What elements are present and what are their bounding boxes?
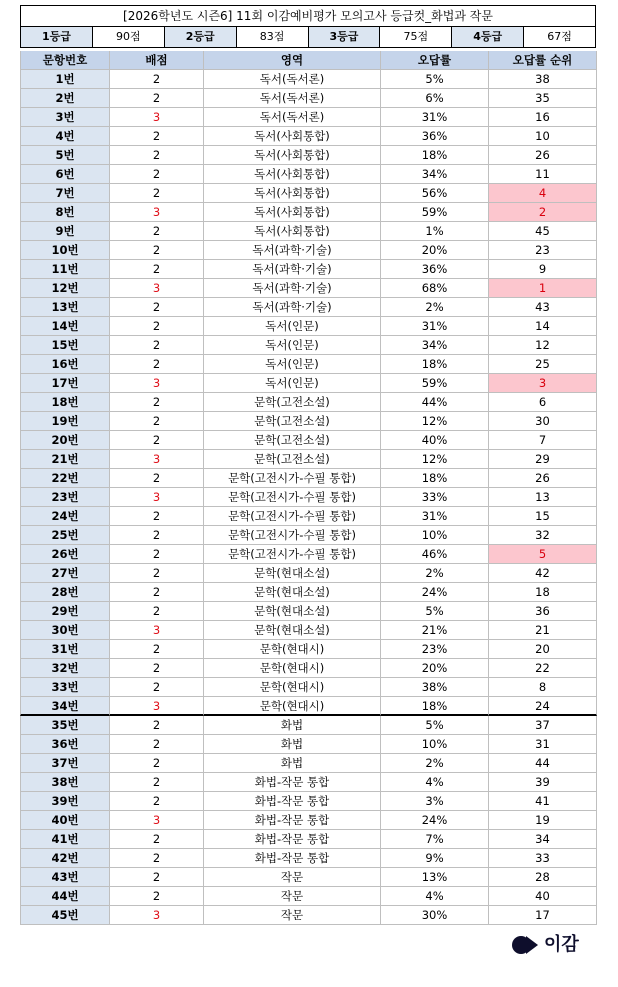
question-number: 9번 — [20, 222, 110, 241]
score-value: 2 — [110, 602, 204, 621]
score-value: 2 — [110, 412, 204, 431]
score-value: 2 — [110, 260, 204, 279]
error-rank: 24 — [489, 697, 597, 716]
error-rate: 24% — [381, 811, 489, 830]
score-value: 2 — [110, 241, 204, 260]
error-rank: 26 — [489, 469, 597, 488]
table-row — [20, 260, 597, 279]
score-value: 2 — [110, 849, 204, 868]
area-label: 문학(현대소설) — [204, 621, 381, 640]
question-number: 27번 — [20, 564, 110, 583]
error-rate: 23% — [381, 640, 489, 659]
grade-label: 1등급 — [21, 27, 93, 47]
area-label: 독서(독서론) — [204, 89, 381, 108]
question-number: 24번 — [20, 507, 110, 526]
table-row — [20, 374, 597, 393]
error-rank: 34 — [489, 830, 597, 849]
score-value: 2 — [110, 70, 204, 89]
score-value: 3 — [110, 108, 204, 127]
area-label: 화법 — [204, 735, 381, 754]
error-rank: 29 — [489, 450, 597, 469]
grade-cut-value: 67점 — [547, 30, 572, 43]
score-value: 2 — [110, 735, 204, 754]
error-rank: 36 — [489, 602, 597, 621]
area-label: 문학(고전시가-수필 통합) — [204, 526, 381, 545]
table-row — [20, 583, 597, 602]
question-number: 8번 — [20, 203, 110, 222]
score-value: 3 — [110, 488, 204, 507]
score-value: 2 — [110, 146, 204, 165]
error-rate: 46% — [381, 545, 489, 564]
score-value: 2 — [110, 222, 204, 241]
table-row — [20, 393, 597, 412]
question-number: 2번 — [20, 89, 110, 108]
score-value: 2 — [110, 127, 204, 146]
question-number: 38번 — [20, 773, 110, 792]
error-rank: 15 — [489, 507, 597, 526]
error-rate: 44% — [381, 393, 489, 412]
table-row — [20, 792, 597, 811]
error-rate: 18% — [381, 697, 489, 716]
score-value: 2 — [110, 564, 204, 583]
score-value: 3 — [110, 374, 204, 393]
table-row — [20, 507, 597, 526]
area-label: 문학(고전소설) — [204, 450, 381, 469]
error-rank: 45 — [489, 222, 597, 241]
score-value: 3 — [110, 450, 204, 469]
table-row — [20, 773, 597, 792]
area-label: 문학(현대시) — [204, 659, 381, 678]
score-value: 2 — [110, 165, 204, 184]
score-value: 2 — [110, 298, 204, 317]
table-row — [20, 108, 597, 127]
grade-cut-value: 90점 — [93, 27, 165, 47]
table-row — [20, 659, 597, 678]
error-rank: 6 — [489, 393, 597, 412]
score-value: 2 — [110, 507, 204, 526]
column-header: 오답률 순위 — [489, 51, 597, 70]
error-rank: 40 — [489, 887, 597, 906]
grade-label: 2등급 — [165, 27, 237, 47]
error-rank: 33 — [489, 849, 597, 868]
table-header-row — [20, 51, 597, 70]
error-rate: 18% — [381, 355, 489, 374]
table-row — [20, 279, 597, 298]
score-value: 2 — [110, 317, 204, 336]
score-value: 2 — [110, 868, 204, 887]
area-label: 문학(현대시) — [204, 640, 381, 659]
area-label: 독서(인문) — [204, 355, 381, 374]
error-rank: 43 — [489, 298, 597, 317]
area-label: 독서(사회통합) — [204, 184, 381, 203]
area-label: 독서(독서론) — [204, 108, 381, 127]
table-row — [20, 184, 597, 203]
question-number: 22번 — [20, 469, 110, 488]
error-rank: 42 — [489, 564, 597, 583]
error-rank: 41 — [489, 792, 597, 811]
area-label: 독서(인문) — [204, 336, 381, 355]
table-row — [20, 203, 597, 222]
score-value: 2 — [110, 583, 204, 602]
error-rate: 21% — [381, 621, 489, 640]
score-value: 2 — [110, 659, 204, 678]
error-rate: 18% — [381, 469, 489, 488]
area-label: 문학(고전소설) — [204, 431, 381, 450]
error-rank: 31 — [489, 735, 597, 754]
table-row — [20, 887, 597, 906]
error-rank: 18 — [489, 583, 597, 602]
table-row — [20, 355, 597, 374]
score-value: 2 — [110, 773, 204, 792]
question-number: 37번 — [20, 754, 110, 773]
question-number: 15번 — [20, 336, 110, 355]
table-row — [20, 431, 597, 450]
score-value: 2 — [110, 431, 204, 450]
question-number: 33번 — [20, 678, 110, 697]
area-label: 문학(고전시가-수필 통합) — [204, 507, 381, 526]
table-row — [20, 811, 597, 830]
score-value: 2 — [110, 355, 204, 374]
error-rate: 30% — [381, 906, 489, 925]
error-rate: 10% — [381, 526, 489, 545]
error-rate: 2% — [381, 754, 489, 773]
table-row — [20, 621, 597, 640]
question-number: 16번 — [20, 355, 110, 374]
area-label: 문학(고전시가-수필 통합) — [204, 488, 381, 507]
brand-logo — [512, 934, 596, 956]
score-value: 2 — [110, 336, 204, 355]
error-rank: 22 — [489, 659, 597, 678]
area-label: 독서(사회통합) — [204, 165, 381, 184]
table-row — [20, 697, 597, 716]
error-rate: 12% — [381, 412, 489, 431]
grade-label: 4등급 — [452, 27, 524, 47]
table-row — [20, 412, 597, 431]
area-label: 화법-작문 통합 — [204, 849, 381, 868]
error-rate: 4% — [381, 773, 489, 792]
score-value: 2 — [110, 526, 204, 545]
score-value: 3 — [110, 811, 204, 830]
error-rank: 19 — [489, 811, 597, 830]
error-rate: 5% — [381, 70, 489, 89]
error-rate: 38% — [381, 678, 489, 697]
error-rank: 16 — [489, 108, 597, 127]
score-value: 3 — [110, 203, 204, 222]
error-rank: 4 — [489, 184, 597, 203]
grade-cut-header — [20, 5, 596, 48]
error-rank: 5 — [489, 545, 597, 564]
question-number: 34번 — [20, 697, 110, 716]
score-value: 2 — [110, 89, 204, 108]
question-number: 21번 — [20, 450, 110, 469]
error-rate: 20% — [381, 241, 489, 260]
table-row — [20, 868, 597, 887]
question-number: 5번 — [20, 146, 110, 165]
table-row — [20, 735, 597, 754]
score-value: 2 — [110, 678, 204, 697]
table-row — [20, 906, 597, 925]
error-rank: 11 — [489, 165, 597, 184]
table-row — [20, 146, 597, 165]
table-row — [20, 564, 597, 583]
area-label: 작문 — [204, 906, 381, 925]
area-label: 독서(인문) — [204, 317, 381, 336]
logo-text: 이감 — [544, 934, 579, 955]
question-number: 19번 — [20, 412, 110, 431]
error-rate: 10% — [381, 735, 489, 754]
error-rate: 40% — [381, 431, 489, 450]
error-rate: 31% — [381, 317, 489, 336]
area-label: 독서(과학·기술) — [204, 298, 381, 317]
area-label: 독서(과학·기술) — [204, 260, 381, 279]
question-number: 32번 — [20, 659, 110, 678]
question-number: 7번 — [20, 184, 110, 203]
question-number: 43번 — [20, 868, 110, 887]
table-row — [20, 488, 597, 507]
area-label: 작문 — [204, 868, 381, 887]
score-value: 2 — [110, 887, 204, 906]
area-label: 문학(현대소설) — [204, 583, 381, 602]
question-number: 36번 — [20, 735, 110, 754]
area-label: 화법 — [204, 754, 381, 773]
area-label: 문학(현대소설) — [204, 564, 381, 583]
question-number: 18번 — [20, 393, 110, 412]
score-value: 2 — [110, 469, 204, 488]
area-label: 문학(고전시가-수필 통합) — [204, 469, 381, 488]
page-title: [2026학년도 시즌6] 11회 이감예비평가 모의고사 등급컷_화법과 작문 — [21, 6, 595, 27]
question-number: 29번 — [20, 602, 110, 621]
error-rank: 30 — [489, 412, 597, 431]
error-rate: 7% — [381, 830, 489, 849]
error-rank: 9 — [489, 260, 597, 279]
area-label: 문학(고전소설) — [204, 412, 381, 431]
question-number: 20번 — [20, 431, 110, 450]
error-rate: 68% — [381, 279, 489, 298]
error-rank: 37 — [489, 716, 597, 735]
grade-cut-value: 83점 — [237, 27, 309, 47]
area-label: 독서(사회통합) — [204, 203, 381, 222]
error-rank: 17 — [489, 906, 597, 925]
table-row — [20, 469, 597, 488]
error-rank: 20 — [489, 640, 597, 659]
error-rank: 2 — [489, 203, 597, 222]
error-rate: 36% — [381, 127, 489, 146]
score-value: 3 — [110, 906, 204, 925]
area-label: 화법-작문 통합 — [204, 830, 381, 849]
error-rank: 28 — [489, 868, 597, 887]
question-number: 1번 — [20, 70, 110, 89]
error-rate: 2% — [381, 564, 489, 583]
logo-triangle-icon — [526, 936, 538, 954]
error-rate: 18% — [381, 146, 489, 165]
error-rate: 56% — [381, 184, 489, 203]
error-rank: 12 — [489, 336, 597, 355]
table-row — [20, 754, 597, 773]
question-number: 13번 — [20, 298, 110, 317]
area-label: 문학(고전소설) — [204, 393, 381, 412]
error-rate: 31% — [381, 108, 489, 127]
error-rate-table — [20, 51, 597, 925]
column-header: 문항번호 — [20, 51, 110, 70]
area-label: 문학(현대시) — [204, 678, 381, 697]
error-rate: 13% — [381, 868, 489, 887]
column-header: 영역 — [204, 51, 381, 70]
table-row — [20, 678, 597, 697]
error-rate: 6% — [381, 89, 489, 108]
question-number: 25번 — [20, 526, 110, 545]
table-row — [20, 89, 597, 108]
error-rate: 5% — [381, 602, 489, 621]
question-number: 17번 — [20, 374, 110, 393]
area-label: 독서(독서론) — [204, 70, 381, 89]
area-label: 화법 — [204, 716, 381, 735]
area-label: 독서(과학·기술) — [204, 279, 381, 298]
area-label: 독서(과학·기술) — [204, 241, 381, 260]
score-value: 2 — [110, 640, 204, 659]
area-label: 문학(현대소설) — [204, 602, 381, 621]
question-number: 44번 — [20, 887, 110, 906]
error-rank: 25 — [489, 355, 597, 374]
area-label: 독서(사회통합) — [204, 222, 381, 241]
table-row — [20, 70, 597, 89]
table-row — [20, 640, 597, 659]
error-rate: 59% — [381, 203, 489, 222]
table-row — [20, 849, 597, 868]
score-value: 3 — [110, 621, 204, 640]
error-rank: 26 — [489, 146, 597, 165]
area-label: 문학(현대시) — [204, 697, 381, 716]
grade-cut-row — [21, 27, 595, 47]
error-rate: 5% — [381, 716, 489, 735]
table-row — [20, 602, 597, 621]
error-rank: 3 — [489, 374, 597, 393]
grade-cut-value: 75점 — [380, 27, 452, 47]
error-rank: 13 — [489, 488, 597, 507]
area-label: 독서(사회통합) — [204, 146, 381, 165]
score-value: 2 — [110, 754, 204, 773]
error-rank: 10 — [489, 127, 597, 146]
error-rate: 33% — [381, 488, 489, 507]
error-rank: 39 — [489, 773, 597, 792]
error-rank: 14 — [489, 317, 597, 336]
question-number: 30번 — [20, 621, 110, 640]
grade-label: 3등급 — [309, 27, 381, 47]
table-row — [20, 545, 597, 564]
table-row — [20, 526, 597, 545]
error-rate: 9% — [381, 849, 489, 868]
table-row — [20, 298, 597, 317]
question-number: 4번 — [20, 127, 110, 146]
error-rate: 31% — [381, 507, 489, 526]
table-row — [20, 830, 597, 849]
error-rank: 38 — [489, 70, 597, 89]
area-label: 독서(사회통합) — [204, 127, 381, 146]
error-rate: 3% — [381, 792, 489, 811]
column-header: 오답률 — [381, 51, 489, 70]
question-number: 10번 — [20, 241, 110, 260]
area-label: 화법-작문 통합 — [204, 773, 381, 792]
question-number: 12번 — [20, 279, 110, 298]
score-value: 2 — [110, 792, 204, 811]
table-row — [20, 317, 597, 336]
error-rate: 34% — [381, 336, 489, 355]
question-number: 45번 — [20, 906, 110, 925]
error-rate: 34% — [381, 165, 489, 184]
question-number: 6번 — [20, 165, 110, 184]
error-rank: 35 — [489, 89, 597, 108]
area-label: 문학(고전시가-수필 통합) — [204, 545, 381, 564]
score-value: 3 — [110, 279, 204, 298]
area-label: 작문 — [204, 887, 381, 906]
error-rate: 4% — [381, 887, 489, 906]
question-number: 26번 — [20, 545, 110, 564]
table-row — [20, 241, 597, 260]
table-row — [20, 165, 597, 184]
error-rate: 2% — [381, 298, 489, 317]
table-row — [20, 222, 597, 241]
question-number: 42번 — [20, 849, 110, 868]
question-number: 41번 — [20, 830, 110, 849]
question-number: 31번 — [20, 640, 110, 659]
table-row — [20, 450, 597, 469]
score-value: 2 — [110, 184, 204, 203]
question-number: 35번 — [20, 716, 110, 735]
error-rank: 1 — [489, 279, 597, 298]
table-row — [20, 716, 597, 735]
error-rank: 7 — [489, 431, 597, 450]
error-rate: 1% — [381, 222, 489, 241]
score-value: 2 — [110, 393, 204, 412]
question-number: 39번 — [20, 792, 110, 811]
table-row — [20, 336, 597, 355]
error-rank: 21 — [489, 621, 597, 640]
error-rate: 36% — [381, 260, 489, 279]
error-rank: 8 — [489, 678, 597, 697]
error-rate: 12% — [381, 450, 489, 469]
error-rank: 32 — [489, 526, 597, 545]
error-rank: 23 — [489, 241, 597, 260]
question-number: 11번 — [20, 260, 110, 279]
table-row — [20, 127, 597, 146]
question-number: 28번 — [20, 583, 110, 602]
question-number: 3번 — [20, 108, 110, 127]
score-value: 3 — [110, 697, 204, 716]
error-rate: 24% — [381, 583, 489, 602]
area-label: 화법-작문 통합 — [204, 811, 381, 830]
area-label: 독서(인문) — [204, 374, 381, 393]
error-rate: 20% — [381, 659, 489, 678]
error-rate: 59% — [381, 374, 489, 393]
question-number: 23번 — [20, 488, 110, 507]
score-value: 2 — [110, 716, 204, 735]
score-value: 2 — [110, 830, 204, 849]
area-label: 화법-작문 통합 — [204, 792, 381, 811]
column-header: 배점 — [110, 51, 204, 70]
error-rank: 44 — [489, 754, 597, 773]
question-number: 40번 — [20, 811, 110, 830]
question-number: 14번 — [20, 317, 110, 336]
score-value: 2 — [110, 545, 204, 564]
